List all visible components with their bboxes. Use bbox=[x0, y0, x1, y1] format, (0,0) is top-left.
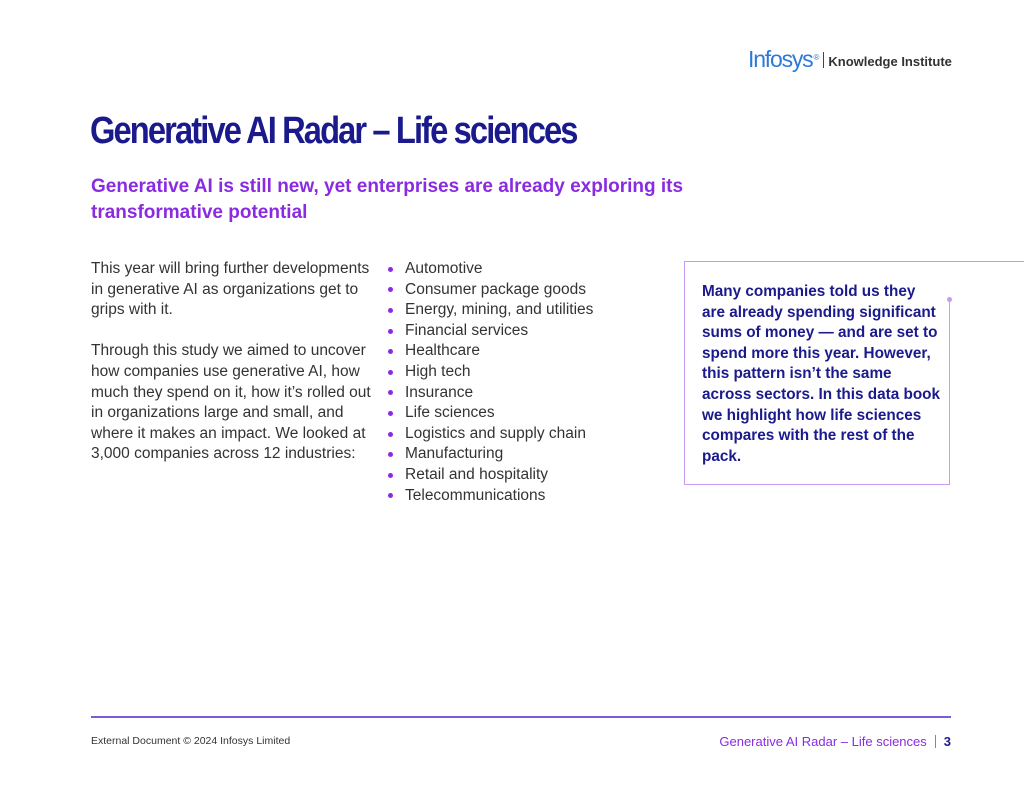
list-item bbox=[385, 280, 593, 301]
bullet-icon bbox=[388, 432, 393, 437]
list-item bbox=[385, 321, 593, 342]
industry-label: Insurance bbox=[405, 383, 474, 401]
page-title: Generative AI Radar – Life sciences bbox=[90, 110, 577, 152]
list-item bbox=[385, 403, 593, 424]
industry-label: Manufacturing bbox=[405, 445, 504, 463]
list-item bbox=[385, 383, 593, 404]
industry-label: Life sciences bbox=[405, 404, 495, 422]
bullet-icon bbox=[388, 349, 393, 354]
bullet-icon bbox=[388, 267, 393, 272]
callout-dot-icon bbox=[947, 297, 952, 302]
page-number: 3 bbox=[943, 734, 951, 749]
bullet-icon bbox=[388, 493, 393, 498]
list-item bbox=[385, 465, 593, 486]
intro-text bbox=[91, 259, 381, 486]
list-item bbox=[385, 341, 593, 362]
bullet-icon bbox=[388, 452, 393, 457]
footer-separator bbox=[935, 735, 936, 748]
industry-label: Consumer package goods bbox=[405, 280, 586, 298]
industry-label: High tech bbox=[405, 362, 471, 380]
intro-paragraph-1: This year will bring further developments in generative AI as organizations get to grips with it. bbox=[91, 260, 370, 319]
industry-label: Retail and hospitality bbox=[405, 465, 549, 483]
bullet-icon bbox=[388, 390, 393, 395]
industry-label: Financial services bbox=[405, 321, 529, 339]
list-item bbox=[385, 444, 593, 465]
industry-list bbox=[385, 259, 593, 506]
bullet-icon bbox=[388, 308, 393, 313]
bullet-icon bbox=[388, 287, 393, 292]
infosys-logo bbox=[748, 46, 952, 72]
bullet-icon bbox=[388, 370, 393, 375]
list-item bbox=[385, 424, 593, 445]
industry-label: Energy, mining, and utilities bbox=[405, 301, 594, 319]
logo-sub-brand: Knowledge Institute bbox=[828, 54, 952, 69]
logo-registered-mark: ® bbox=[813, 53, 820, 62]
industry-label: Healthcare bbox=[405, 342, 480, 360]
footer-page-info bbox=[719, 734, 951, 749]
logo-divider bbox=[823, 52, 824, 68]
callout-right-line bbox=[949, 300, 950, 485]
industry-label: Telecommunications bbox=[405, 486, 546, 504]
logo-brand: Infosys bbox=[748, 46, 813, 72]
list-item bbox=[385, 300, 593, 321]
footer-divider bbox=[91, 716, 951, 718]
callout-top-extension-line bbox=[950, 261, 1024, 262]
footer-copyright: External Document © 2024 Infosys Limited bbox=[91, 735, 291, 747]
page-subtitle: Generative AI is still new, yet enterprises are already exploring its transformative potential bbox=[91, 176, 684, 223]
bullet-icon bbox=[388, 473, 393, 478]
bullet-icon bbox=[388, 329, 393, 334]
industry-label: Logistics and supply chain bbox=[405, 424, 586, 442]
intro-paragraph-2: Through this study we aimed to uncover how companies use generative AI, how much they spend on it, how it’s rolled out in organizations large and small, and where it makes an impact. We looked at 3,000 companies across 12 industries: bbox=[91, 342, 371, 463]
list-item bbox=[385, 259, 593, 280]
industry-label: Automotive bbox=[405, 260, 483, 277]
footer-section-title: Generative AI Radar – Life sciences bbox=[719, 734, 927, 749]
list-item bbox=[385, 486, 593, 507]
bullet-icon bbox=[388, 411, 393, 416]
list-item bbox=[385, 362, 593, 383]
callout-text: Many companies told us they are already spending significant sums of money — and are set to spend more this year. However, this pattern isn’t the same across sectors. In this data book we highlight how life sciences compares with the rest of the pack. bbox=[702, 283, 941, 465]
